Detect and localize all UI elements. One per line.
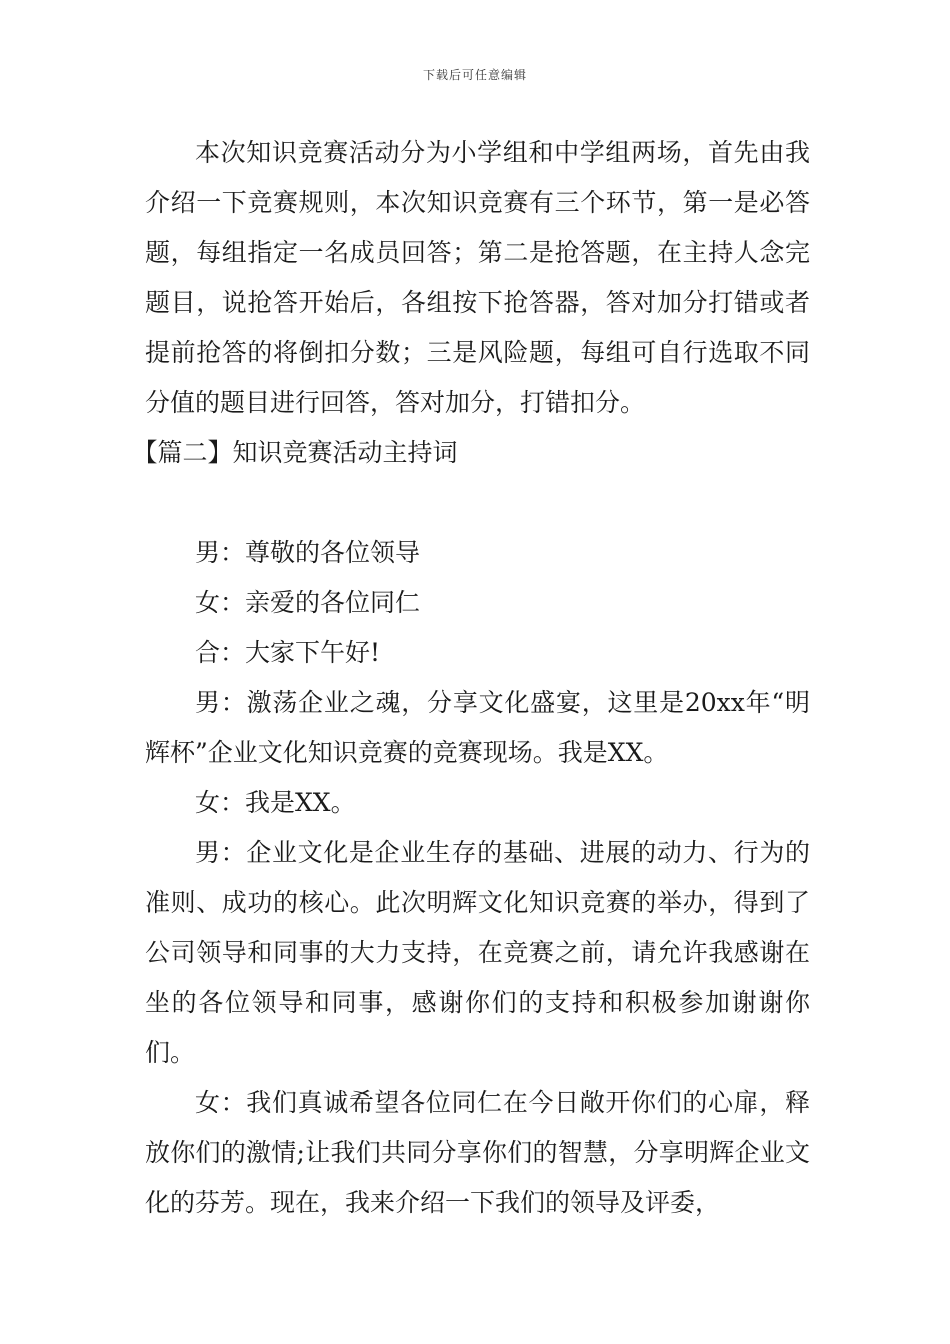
blank-line [145,478,810,528]
dialogue-line: 男：激荡企业之魂，分享文化盛宴，这里是20xx年“明辉杯”企业文化知识竞赛的竞赛现场。我是XX。 [145,688,810,767]
dialogue-line: 男：企业文化是企业生存的基础、进展的动力、行为的准则、成功的核心。此次明辉文化知识竞赛的举办，得到了公司领导和同事的大力支持，在竞赛之前，请允许我感谢在坐的各位领导和同事，感谢你们的支持和积极参加谢谢你们。 [145,838,810,1067]
page-header: 下载后可任意编辑 [422,68,527,82]
dialogue-line: 女：我们真诚希望各位同仁在今日敞开你们的心扉，释放你们的激情;让我们共同分享你们的智慧，分享明辉企业文化的芬芳。现在，我来介绍一下我们的领导及评委， [145,1088,810,1217]
dialogue-line: 女：我是XX。 [195,788,356,817]
dialogue-line: 男：尊敬的各位领导 [195,538,421,567]
dialogue-line: 女：亲爱的各位同仁 [195,588,421,617]
document-body [132,128,810,1228]
intro-paragraph: 本次知识竞赛活动分为小学组和中学组两场，首先由我介绍一下竞赛规则，本次知识竞赛有三个环节，第一是必答题，每组指定一名成员回答；第二是抢答题，在主持人念完题目，说抢答开始后，各组按下抢答器，答对加分打错或者提前抢答的将倒扣分数；三是风险题，每组可自行选取不同分值的题目进行回答，答对加分，打错扣分。 [145,138,810,417]
dialogue-line: 合：大家下午好! [195,638,381,667]
section-heading: 【篇二】知识竞赛活动主持词 [132,438,458,467]
